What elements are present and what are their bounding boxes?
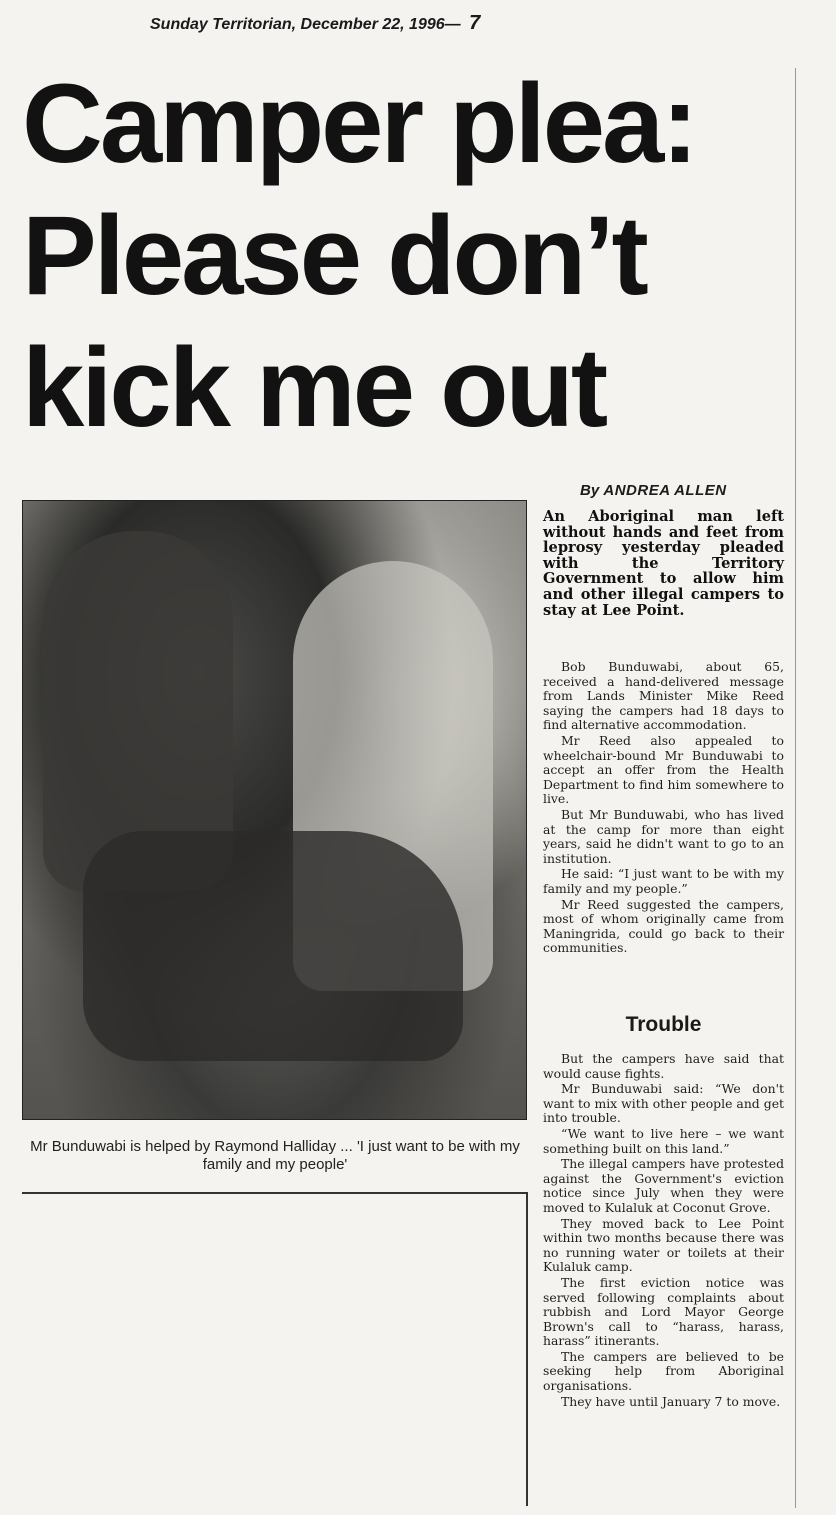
- paragraph: Mr Reed suggested the campers, most of whom originally came from Maningrida, could go back to their communities.: [543, 896, 784, 956]
- photo-figure-legs: [83, 831, 463, 1061]
- news-photo: [22, 500, 527, 1120]
- page-number: 7: [469, 12, 481, 34]
- box-rule-top: [22, 1192, 528, 1194]
- box-rule-right: [526, 1192, 528, 1506]
- photo-caption: Mr Bunduwabi is helped by Raymond Halliday ... 'I just want to be with my family and my people': [30, 1138, 520, 1173]
- paragraph: But Mr Bunduwabi, who has lived at the camp for more than eight years, said he didn't want to go to an institution.: [543, 806, 784, 866]
- paragraph: But the campers have said that would cause fights.: [543, 1051, 784, 1081]
- masthead-text: Sunday Territorian, December 22, 1996—: [150, 16, 461, 33]
- byline-prefix: By: [580, 482, 600, 499]
- paragraph: Bob Bunduwabi, about 65, received a hand-delivered message from Lands Minister Mike Reed saying the campers had 18 days to find alternative accommodation.: [543, 659, 784, 733]
- paragraph: “We want to live here – we want something built on this land.”: [543, 1125, 784, 1156]
- paragraph: The first eviction notice was served following complaints about rubbish and Lord Mayor George Brown's call to “harass, harass, harass” itinerants.: [543, 1274, 784, 1349]
- headline-line-1: Camper plea:: [22, 61, 696, 186]
- paragraph: Mr Reed also appealed to wheelchair-bound Mr Bunduwabi to accept an offer from the Health Department to find him somewhere to live.: [543, 732, 784, 807]
- paragraph: The illegal campers have protested against the Government's eviction notice since July when they were moved to Kulaluk at Coconut Grove.: [543, 1156, 784, 1215]
- paragraph: They have until January 7 to move.: [561, 1393, 781, 1409]
- subhead-trouble: Trouble: [625, 1013, 702, 1036]
- paragraph: Mr Bunduwabi said: “We don't want to mix with other people and get into trouble.: [543, 1081, 784, 1126]
- headline-line-2: Please don’t: [22, 193, 646, 318]
- lede-paragraph: An Aboriginal man left without hands and feet from leprosy yesterday pleaded with the Territory Government to allow him and other illegal campers to stay at Lee Point.: [543, 508, 784, 619]
- byline-name: ANDREA ALLEN: [603, 482, 727, 499]
- article-body-part-2: [543, 1052, 784, 1410]
- masthead: [150, 12, 570, 38]
- paragraph: The campers are believed to be seeking help from Aboriginal organisations.: [543, 1348, 784, 1394]
- article-body-part-1: [543, 660, 784, 957]
- headline-line-3: kick me out: [22, 325, 606, 450]
- paragraph: He said: “I just want to be with my family and my people.”: [543, 866, 784, 896]
- byline: [580, 482, 780, 499]
- headline: [22, 58, 792, 454]
- paragraph: They moved back to Lee Point within two months because there was no running water or toilets at their Kulaluk camp.: [543, 1215, 784, 1275]
- column-rule: [795, 68, 796, 1508]
